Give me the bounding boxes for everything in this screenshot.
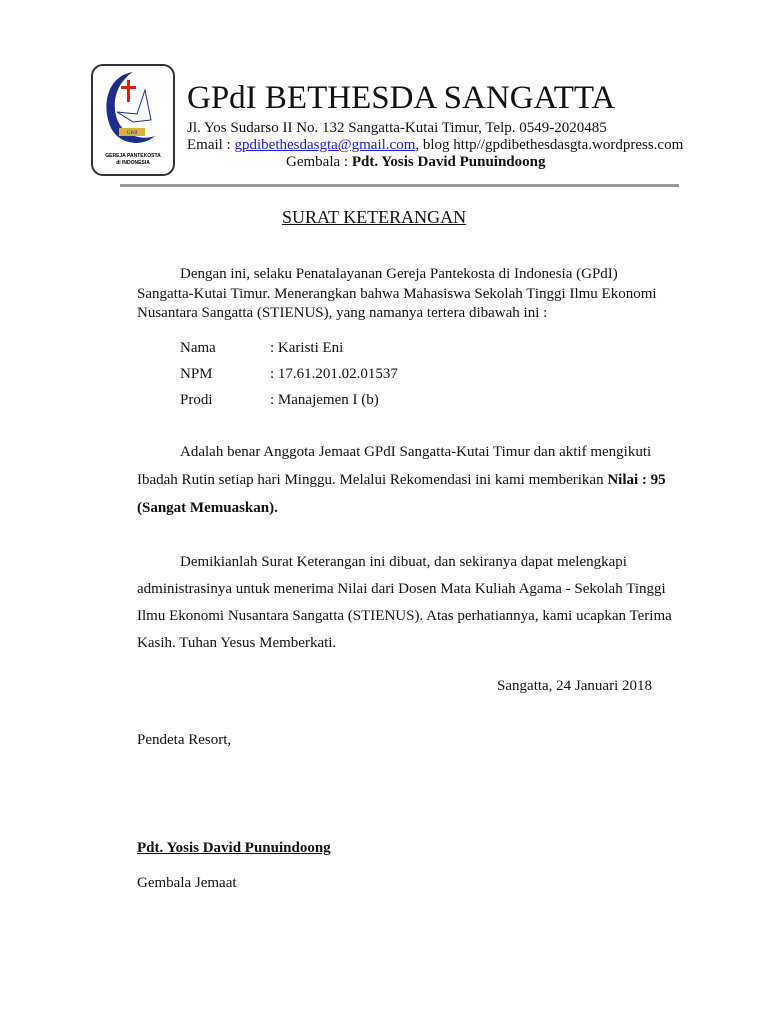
intro-line: Nusantara Sangatta (STIENUS), yang namanya tertera dibawah ini :: [137, 305, 548, 321]
body-text: Ibadah Rutin setiap hari Minggu. Melalui Rekomendasi ini kami memberikan: [137, 472, 608, 488]
header-divider: [120, 184, 679, 187]
body-line: [137, 472, 666, 489]
signer-title: Gembala Jemaat: [137, 875, 237, 891]
gembala-line: [286, 154, 546, 171]
score-description: (Sangat Memuaskan).: [137, 500, 278, 516]
field-value: : Karisti Eni: [270, 340, 344, 356]
body-line: Adalah benar Anggota Jemaat GPdI Sangatta-Kutai Timur dan aktif mengikuti: [180, 444, 652, 460]
church-name: GPdI BETHESDA SANGATTA: [187, 80, 616, 116]
blog-text: , blog http//gpdibethesdasgta.wordpress.com: [415, 137, 684, 153]
body-line: administrasinya untuk menerima Nilai dari Dosen Mata Kuliah Agama - Sekolah Tinggi: [137, 581, 666, 597]
email-label: Email :: [187, 137, 235, 153]
church-logo: [91, 64, 175, 176]
body-line: Demikianlah Surat Keterangan ini dibuat, dan sekiranya dapat melengkapi: [180, 554, 627, 570]
church-address: Jl. Yos Sudarso II No. 132 Sangatta-Kutai Timur, Telp. 0549-2020485: [187, 120, 607, 136]
field-value: : 17.61.201.02.01537: [270, 366, 398, 382]
gembala-name: Pdt. Yosis David Punuindoong: [351, 154, 546, 170]
field-label: Nama: [180, 340, 216, 356]
svg-text:di INDONESIA: di INDONESIA: [116, 160, 150, 166]
intro-line: Dengan ini, selaku Penatalayanan Gereja Pantekosta di Indonesia (GPdI): [180, 266, 618, 282]
dove-cross-icon: [93, 66, 173, 174]
closing: Pendeta Resort,: [137, 732, 232, 748]
letter-heading: SURAT KETERANGAN: [282, 207, 467, 227]
field-label: NPM: [180, 366, 213, 382]
body-line: Ilmu Ekonomi Nusantara Sangatta (STIENUS). Atas perhatiannya, kami ucapkan Terima: [137, 608, 672, 624]
intro-line: Sangatta-Kutai Timur. Menerangkan bahwa Mahasiswa Sekolah Tinggi Ilmu Ekonomi: [137, 286, 657, 302]
gembala-label: Gembala :: [286, 154, 352, 170]
svg-text:GEREJA PANTEKOSTA: GEREJA PANTEKOSTA: [105, 153, 161, 159]
body-line: Kasih. Tuhan Yesus Memberkati.: [137, 635, 337, 651]
field-value: : Manajemen I (b): [270, 392, 379, 408]
score: Nilai : 95: [607, 472, 666, 488]
contact-line: [187, 137, 683, 154]
email-link[interactable]: gpdibethesdasgta@gmail.com: [234, 137, 416, 153]
letter-date: Sangatta, 24 Januari 2018: [497, 678, 652, 694]
field-label: Prodi: [180, 392, 213, 408]
signer-name: Pdt. Yosis David Punuindoong: [137, 840, 331, 856]
svg-text:GPdI: GPdI: [126, 131, 138, 136]
